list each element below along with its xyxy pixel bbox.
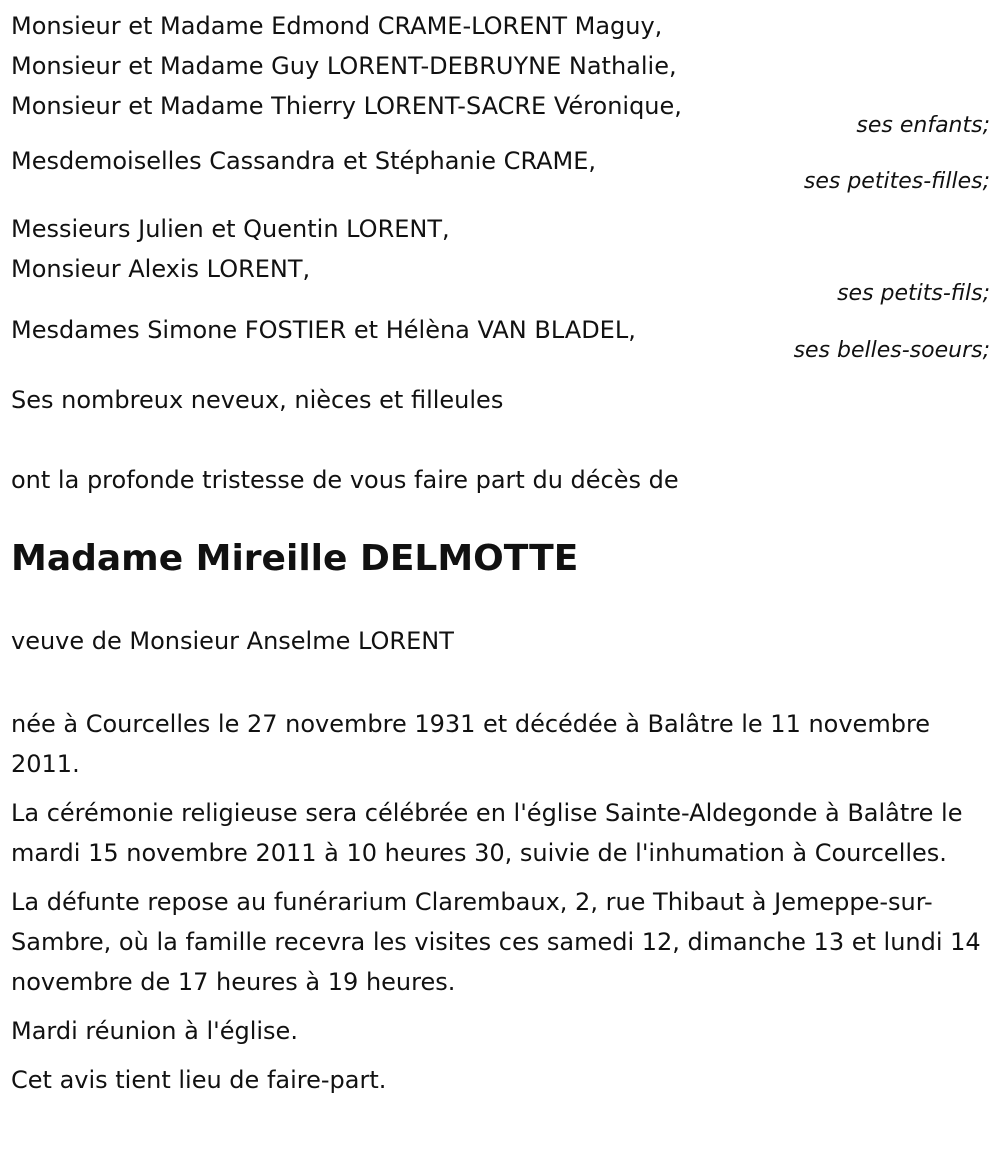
family-line: Ses nombreux neveux, nièces et filleules (11, 386, 504, 414)
family-line: Monsieur et Madame Edmond CRAME-LORENT Maguy, (11, 12, 663, 40)
sisters-in-law-group (11, 310, 990, 363)
meeting-paragraph: Mardi réunion à l'église. (11, 1017, 298, 1045)
children-group (11, 0, 990, 138)
family-line: Mesdemoiselles Cassandra et Stéphanie CRAME, (11, 147, 597, 175)
relation-label: ses enfants; (856, 113, 990, 138)
birth-death-paragraph: née à Courcelles le 27 novembre 1931 et décédée à Balâtre le 11 novembre 2011. (11, 710, 931, 778)
ceremony-paragraph: La cérémonie religieuse sera célébrée en l'église Sainte-Aldegonde à Balâtre le mardi 15 novembre 2011 à 10 heures 30, suivie de l'inhumation à Courcelles. (11, 799, 963, 867)
granddaughters-group (11, 141, 990, 194)
grandsons-group (11, 209, 990, 306)
widow-of-text: veuve de Monsieur Anselme LORENT (11, 627, 454, 655)
announcement-text: ont la profonde tristesse de vous faire part du décès de (11, 466, 679, 494)
family-line: Mesdames Simone FOSTIER et Hélèna VAN BLADEL, (11, 316, 636, 344)
notice-paragraph: Cet avis tient lieu de faire-part. (11, 1066, 387, 1094)
relation-label: ses petits-fils; (837, 281, 990, 306)
nephews-group (11, 380, 990, 420)
family-line: Messieurs Julien et Quentin LORENT, (11, 215, 450, 243)
funerarium-paragraph: La défunte repose au funérarium Clarembaux, 2, rue Thibaut à Jemeppe-sur-Sambre, où la famille recevra les visites ces samedi 12, dimanche 13 et lundi 14 novembre de 17 heures à 19 heures. (11, 888, 981, 996)
family-line: Monsieur Alexis LORENT, (11, 255, 311, 283)
relation-label: ses petites-filles; (803, 169, 990, 194)
family-line: Monsieur et Madame Thierry LORENT-SACRE Véronique, (11, 92, 682, 120)
family-line: Monsieur et Madame Guy LORENT-DEBRUYNE Nathalie, (11, 52, 677, 80)
relation-label: ses belles-soeurs; (793, 338, 990, 363)
deceased-name: Madame Mireille DELMOTTE (11, 538, 579, 579)
